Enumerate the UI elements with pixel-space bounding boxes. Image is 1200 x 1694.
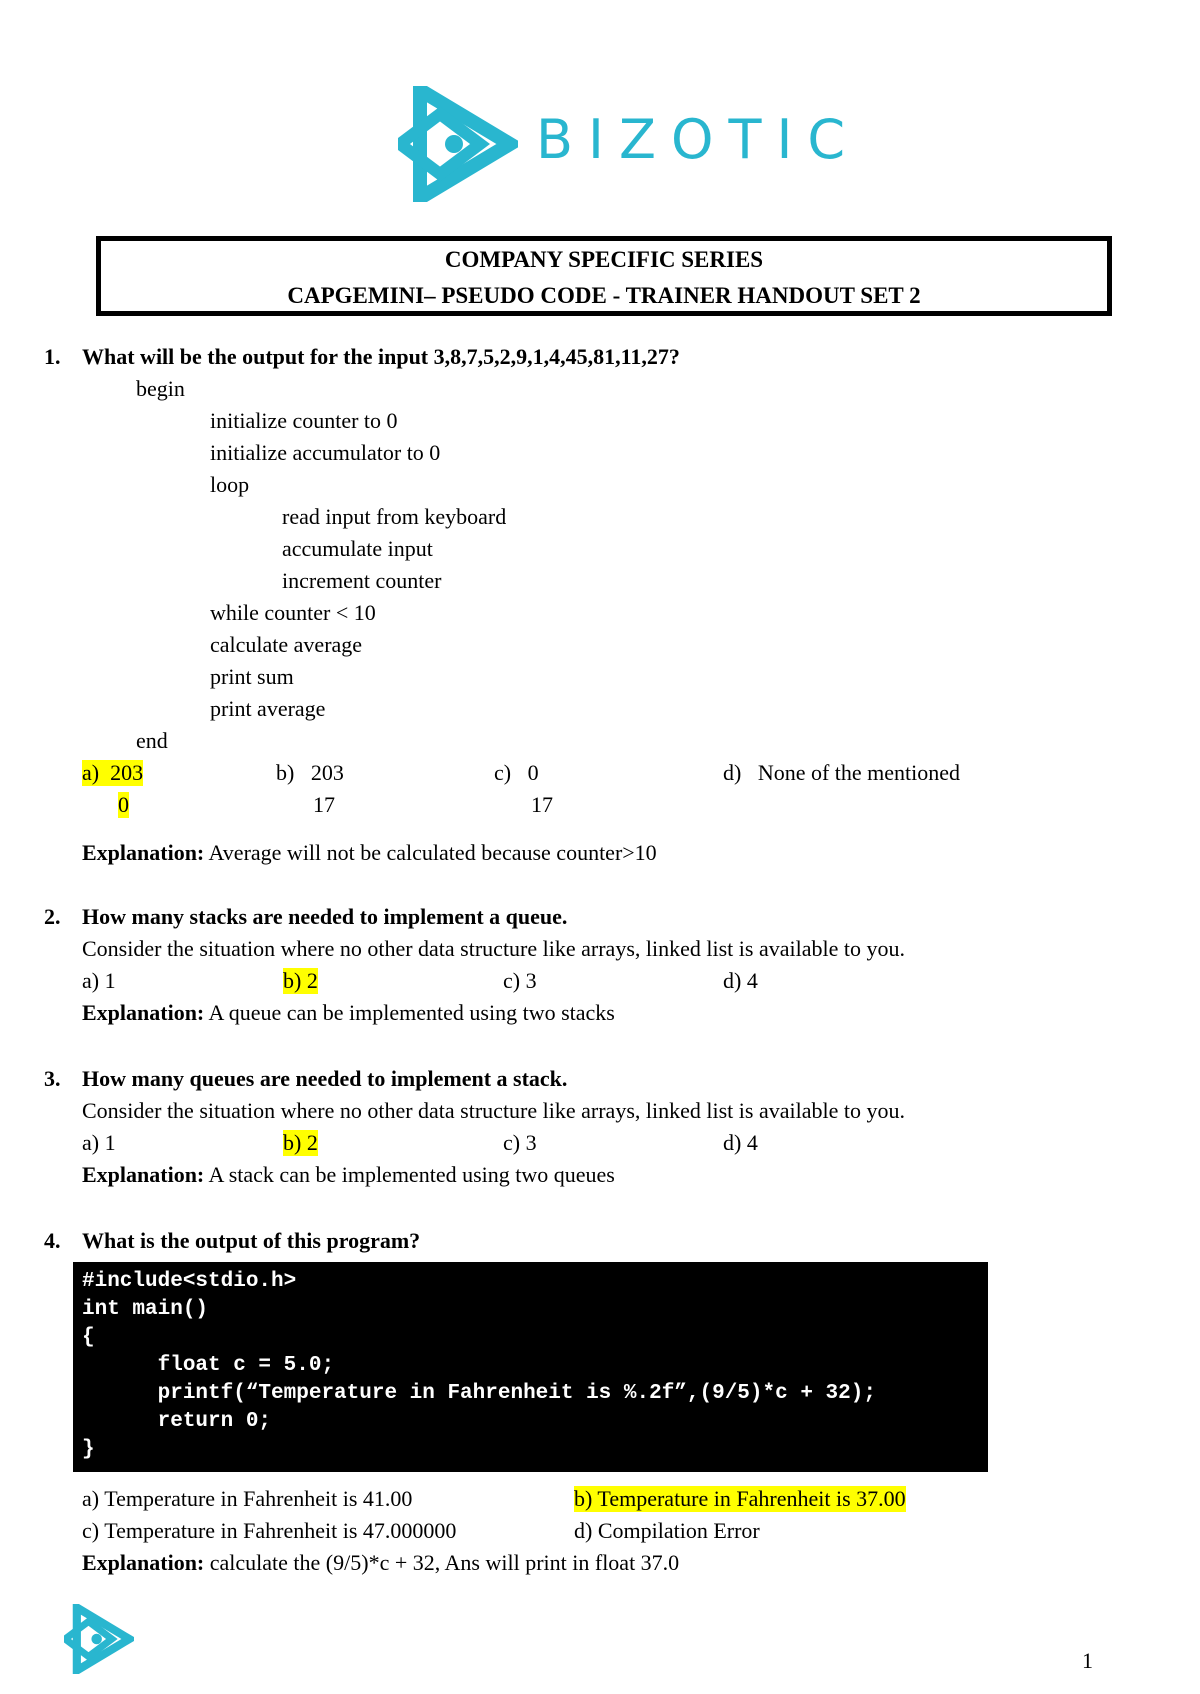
option-c: c) Temperature in Fahrenheit is 47.000000 bbox=[82, 1518, 457, 1543]
q3-context: Consider the situation where no other data structure like arrays, linked list is available to you. bbox=[82, 1098, 905, 1123]
question-number: 2. bbox=[44, 904, 61, 929]
code-line: { bbox=[82, 1326, 95, 1349]
q2-context: Consider the situation where no other data structure like arrays, linked list is available to you. bbox=[82, 936, 905, 961]
question-3 bbox=[44, 1066, 1104, 1092]
question-1 bbox=[44, 344, 1104, 370]
question-text: What is the output of this program? bbox=[82, 1228, 421, 1253]
code-line: #include<stdio.h> bbox=[82, 1270, 297, 1293]
code-line: initialize counter to 0 bbox=[210, 408, 398, 433]
option-c-line2: 17 bbox=[531, 792, 553, 817]
question-text: How many queues are needed to implement a stack. bbox=[82, 1066, 568, 1091]
bizotic-logo bbox=[398, 86, 861, 202]
code-line: } bbox=[82, 1438, 95, 1461]
option-a-line2: 0 bbox=[118, 792, 129, 817]
option-a: a) 1 bbox=[82, 968, 116, 993]
code-line: accumulate input bbox=[282, 536, 433, 561]
question-text: What will be the output for the input 3,8,7,5,2,9,1,4,45,81,11,27? bbox=[82, 344, 680, 369]
q4-explanation: Explanation: calculate the (9/5)*c + 32, Ans will print in float 37.0 bbox=[82, 1550, 680, 1575]
option-b: b) 203 bbox=[276, 760, 344, 785]
option-a: a) Temperature in Fahrenheit is 41.00 bbox=[82, 1486, 413, 1511]
q1-explanation: Explanation: Average will not be calculated because counter>10 bbox=[82, 840, 657, 865]
code-line: print sum bbox=[210, 664, 294, 689]
option-b-line2: 17 bbox=[313, 792, 335, 817]
title-series: COMPANY SPECIFIC SERIES bbox=[444, 247, 764, 272]
option-c: c) 3 bbox=[503, 968, 537, 993]
code-line: int main() bbox=[82, 1298, 209, 1321]
option-d: d) 4 bbox=[723, 968, 758, 993]
option-d: d) 4 bbox=[723, 1130, 758, 1155]
q3-explanation: Explanation: A stack can be implemented using two queues bbox=[82, 1162, 615, 1187]
page-number: 1 bbox=[1082, 1648, 1093, 1673]
code-line: calculate average bbox=[210, 632, 363, 657]
code-line: float c = 5.0; bbox=[82, 1354, 335, 1377]
question-2 bbox=[44, 904, 1104, 930]
option-d: d) Compilation Error bbox=[574, 1518, 760, 1543]
footer-logo bbox=[64, 1604, 134, 1674]
q2-explanation: Explanation: A queue can be implemented using two stacks bbox=[82, 1000, 615, 1025]
code-line: while counter < 10 bbox=[210, 600, 376, 625]
option-a: a) 1 bbox=[82, 1130, 116, 1155]
question-number: 1. bbox=[44, 344, 61, 369]
code-line: read input from keyboard bbox=[282, 504, 507, 529]
code-line: initialize accumulator to 0 bbox=[210, 440, 441, 465]
code-line: return 0; bbox=[82, 1410, 272, 1433]
document-title-box bbox=[96, 236, 1112, 316]
option-c: c) 0 bbox=[494, 760, 539, 785]
bizotic-logo-icon bbox=[398, 86, 518, 202]
code-line: loop bbox=[210, 472, 250, 497]
bizotic-logo-icon bbox=[64, 1604, 134, 1674]
question-text: How many stacks are needed to implement a queue. bbox=[82, 904, 568, 929]
code-line: begin bbox=[136, 376, 185, 401]
option-c: c) 3 bbox=[503, 1130, 537, 1155]
code-line: increment counter bbox=[282, 568, 442, 593]
question-4 bbox=[44, 1228, 1104, 1254]
code-line: end bbox=[136, 728, 168, 753]
option-b: b) 2 bbox=[283, 1130, 318, 1155]
option-d: d) None of the mentioned bbox=[723, 760, 961, 785]
brand-name: BIZOTIC bbox=[536, 108, 861, 171]
question-number: 4. bbox=[44, 1228, 61, 1253]
c-code-block bbox=[73, 1262, 988, 1472]
option-a: a) 203 bbox=[82, 760, 144, 785]
code-line: printf(“Temperature in Fahrenheit is %.2f”,(9/5)*c + 32); bbox=[82, 1382, 876, 1405]
title-handout: CAPGEMINI– PSEUDO CODE - TRAINER HANDOUT SET 2 bbox=[287, 283, 921, 308]
code-line: print average bbox=[210, 696, 326, 721]
question-number: 3. bbox=[44, 1066, 61, 1091]
option-b: b) 2 bbox=[283, 968, 318, 993]
option-b: b) Temperature in Fahrenheit is 37.00 bbox=[574, 1486, 906, 1511]
